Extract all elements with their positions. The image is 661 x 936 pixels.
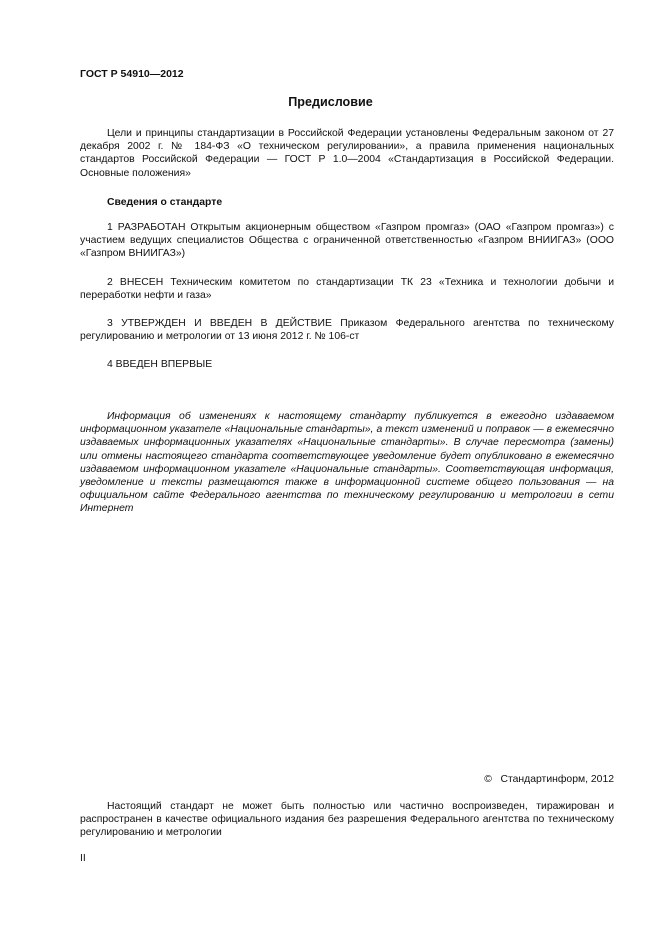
item-2 (80, 276, 614, 302)
item-1 (80, 221, 614, 261)
intro-section (80, 127, 614, 180)
item-4-text: 4 ВВЕДЕН ВПЕРВЫЕ (107, 359, 213, 370)
intro-paragraph: Цели и принципы стандартизации в Российской Федерации установлены Федеральным законом от 27 декабря 2002 г. № 184-ФЗ «О техническом регулировании», а правила применения национальных стандартов Российской Федерации — ГОСТ Р 1.0—2004 «Стандартизация в Российской Федерации. Основные положения» (80, 128, 614, 179)
legal-paragraph: Настоящий стандарт не может быть полностью или частично воспроизведен, тиражирован и распространен в качестве официального издания без разрешения Федерального агентства по техническому регулированию и метрологии (80, 801, 614, 839)
item-4 (80, 358, 614, 371)
document-code: ГОСТ Р 54910—2012 (80, 68, 184, 80)
notice-paragraph: Информация об изменениях к настоящему стандарту публикуется в ежегодно издаваемом информационном указателе «Национальные стандарты», а текст изменений и поправок — в ежемесячно издаваемых информационных указателях «Национальные стандарты». В случае пересмотра (замены) или отмены настоящего стандарта соответствующее уведомление будет опубликовано в ежемесячно издаваемом информационном указателе «Национальные стандарты». Соответствующая информация, уведомление и тексты размещаются также в информационной системе общего пользования — на официальном сайте Федерального агентства по техническому регулированию и метрологии в сети Интернет (80, 411, 614, 515)
item-3-text: 3 УТВЕРЖДЕН И ВВЕДЕН В ДЕЙСТВИЕ Приказом Федерального агентства по техническому регулированию и метрологии от 13 июня 2012 г. № 106-ст (80, 318, 614, 343)
page-title: Предисловие (288, 95, 373, 109)
notice-section (80, 410, 614, 516)
page-number: II (80, 853, 86, 864)
info-heading: Сведения о стандарте (107, 197, 223, 208)
item-1-text: 1 РАЗРАБОТАН Открытым акционерным обществом «Газпром промгаз» (ОАО «Газпром промгаз») с участием ведущих специалистов Общества с ограниченной ответственностью «Газпром ВНИИГАЗ» (ООО «Газпром ВНИИГАЗ») (80, 222, 614, 260)
item-2-text: 2 ВНЕСЕН Техническим комитетом по стандартизации ТК 23 «Техника и технологии добычи и переработки нефти и газа» (80, 277, 614, 302)
copyright-line: © Стандартинформ, 2012 (484, 774, 614, 785)
legal-section (80, 800, 614, 840)
item-3 (80, 317, 614, 343)
